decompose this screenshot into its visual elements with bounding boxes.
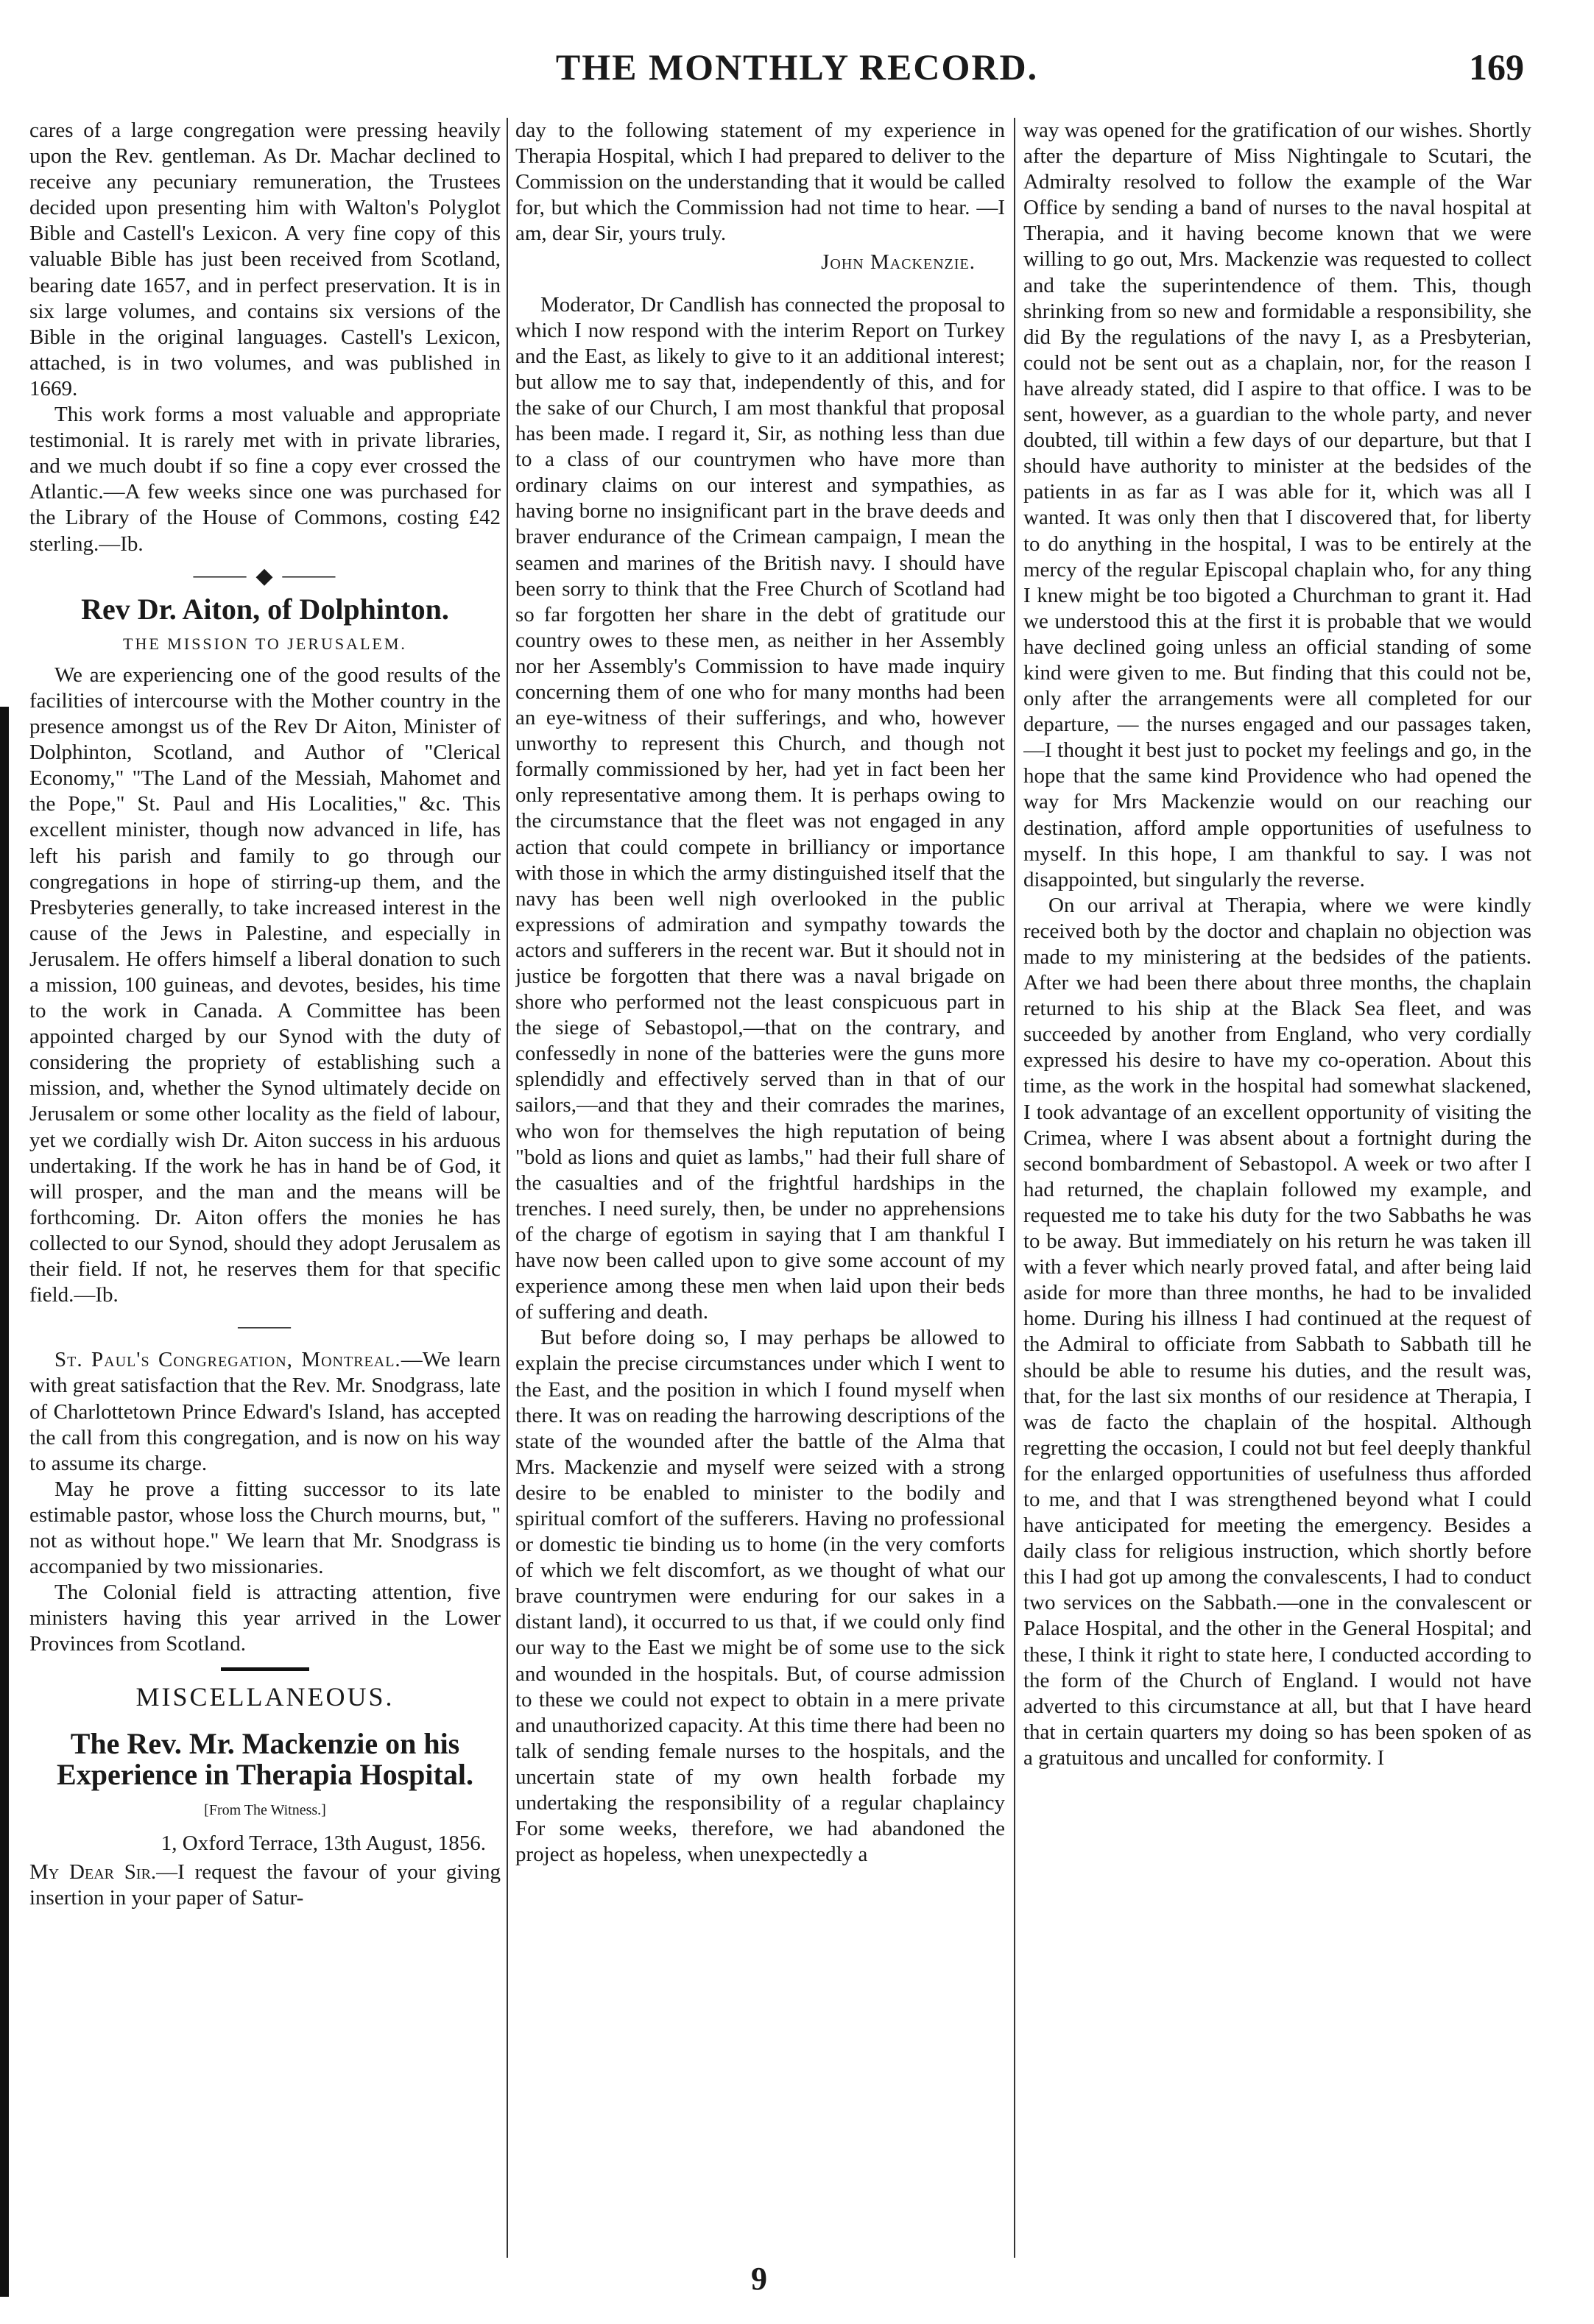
paragraph: But before doing so, I may perhaps be allowed to explain the precise circumstances under which I went to the East, and the position in which I found myself when there. It was on reading the harrowing descriptions of the state of the wounded after the battle of the Alma that Mrs. Mackenzie and myself were seized with a strong desire to be enabled to minister to the bodily and spiritual comfort of the sufferers. Having no professional or domestic tie binding us to home (in the very comforts of which we felt discomfort, as we thought of what our brave countrymen were enduring for our sakes in a distant land), it occurred to us that, if we could only find our way to the East we might be of some use to the sick and wounded in the hospitals. But, of course admission to these we could not expect to obtain in a mere private and unauthorized capacity. At this time there had been no talk of sending female nurses to the hospitals, and the uncertain state of my own health forbade my undertaking the responsibility of a regular chaplaincy For some weeks, therefore, we had abandoned the project as hopeless, when unexpectedly a [515, 1326, 1005, 1867]
binding-shadow [0, 707, 9, 2297]
paragraph [29, 1347, 501, 1476]
paragraph-text: —I request the favour of your giving insertion in your paper of Satur- [29, 1859, 501, 1910]
column-2 [515, 118, 1005, 2272]
paragraph: The Colonial field is attracting attention, five ministers having this year arrived in the Lower Provinces from Scotland. [29, 1580, 501, 1656]
paragraph: day to the following statement of my experience in Therapia Hospital, which I had prepared to deliver to the Commission on the understanding that it would be called for, but which the Commission had not time to hear. —I am, dear Sir, yours truly. [515, 119, 1005, 246]
ornament-divider: ⸻ ◆ ⸻ [192, 563, 338, 588]
signature-mark: 9 [751, 2261, 767, 2297]
salutation: My Dear Sir. [29, 1859, 157, 1884]
signature [515, 250, 1005, 275]
column-3 [1023, 118, 1531, 2272]
inline-heading: St. Paul's Congregation, Montreal. [54, 1348, 401, 1372]
dateline: 1, Oxford Terrace, 13th August, 1856. [161, 1831, 486, 1855]
paragraph: cares of a large congregation were pressing heavily upon the Rev. gentleman. As Dr. Machar declined to receive any pecuniary remuneration, the Trustees decided upon presenting him with Walton's Polyglot Bible and Castell's Lexicon. A very fine copy of this valuable Bible has just been received from Scotland, bearing date 1657, and in perfect preservation. It is in six large volumes, and contains six versions of the Bible in the original languages. Castell's Lexicon, attached, is in two volumes, and was published in 1669. [29, 119, 501, 400]
paragraph [29, 1859, 501, 1911]
running-title: THE MONTHLY RECORD. [555, 46, 1039, 88]
paragraph: This work forms a most valuable and appropriate testimonial. It is rarely met with in private libraries, and we much doubt if so fine a copy ever crossed the Atlantic.—A few weeks since one was purchased for the Library of the House of Commons, costing £42 sterling.—Ib. [29, 403, 501, 556]
signature-name: John Mackenzie. [821, 250, 976, 275]
page-number: 169 [1469, 46, 1524, 88]
paragraph: On our arrival at Therapia, where we were kindly received both by the doctor and chaplain no objection was made to my ministering at the bedsides of the patients. After we had been there about three months, the chaplain returned to his ship at the Black Sea fleet, and was succeeded by another from England, who very cordially expressed his desire to have my co-operation. About this time, as the work in the hospital had somewhat slackened, I took advantage of an excellent opportunity of visiting the Crimea, where I was absent about a fortnight during the second bombardment of Sebastopol. A week or two after I had returned, the chaplain followed my example, and requested me to take his duty for the two Sabbaths he was to be away. But immediately on his return he was taken ill with a fever which nearly proved fatal, and after being laid aside for more than three months, he had to be invalided home. During his illness I had continued at the request of the Admiral to officiate from Sabbath to Sabbath till he should be able to resume his duties, and the result was, that, for the last six months of our residence at Therapia, I was de facto the chaplain of the hospital. Although regretting the occasion, I could not but feel deeply thankful for the enlarged opportunities of usefulness thus afforded to me, and that I was strengthened beyond what I could have anticipated for meeting the emergency. Besides a daily class for religious instruction, which shortly before this I had got up among the convalescents, I had to conduct two services on the Sabbath.—one in the convalescent or Palace Hospital, and the other in the General Hospital; and these, I think it right to state here, I conducted according to the form of the Church of England. I would not have adverted to this circumstance at all, but that I have heard that in certain quarters my doing so has been spoken of as a gratuitous and uncalled for conformity. I [1023, 893, 1531, 1770]
article-heading: Rev Dr. Aiton, of Dolphinton. [81, 592, 449, 626]
ornament-divider: ⸻ [236, 1315, 294, 1340]
column-rule-1 [507, 118, 508, 2258]
column-1 [29, 118, 501, 2272]
section-title: MISCELLANEOUS. [135, 1682, 395, 1712]
paragraph: We are experiencing one of the good results of the facilities of intercourse with the Mother country in the presence amongst us of the Rev Dr Aiton, Minister of Dolphinton, Scotland, and Author of "Clerical Economy," "The Land of the Messiah, Mahomet and the Pope," St. Paul and His Localities," &c. This excellent minister, though now advanced in life, has left his parish and family to go through our congregations in hope of stirring-up them, and the Presbyteries generally, to take increased interest in the cause of the Jews in Palestine, and especially in Jerusalem. He offers himself a liberal donation to such a mission, 100 guineas, and devotes, besides, his time to the work in Canada. A Committee has been appointed charged by our Synod with the duty of considering the propriety of establishing such a mission, and, whether the Synod ultimately decide on Jerusalem or some other locality as the field of labour, yet we cordially wish Dr. Aiton success in his arduous undertaking. If the work he has in hand be of God, it will prosper, and the man and the means will be forthcoming. Dr. Aiton offers the monies he has collected to our Synod, should they adopt Jerusalem as their field. If not, he reserves them for that specific field.—Ib. [29, 663, 501, 1307]
source-note: [From The Witness.] [204, 1801, 326, 1818]
paragraph-text: —We learn with great satisfaction that the Rev. Mr. Snodgrass, late of Charlottetown Prince Edward's Island, has accepted the call from this congregation, and is now on his way to assume its charge. [29, 1348, 501, 1475]
section-rule [221, 1667, 309, 1671]
page-header [0, 46, 1594, 105]
paragraph: way was opened for the gratification of our wishes. Shortly after the departure of Miss Nightingale to Scutari, the Admiralty resolved to follow the example of the War Office by sending a band of nurses to the naval hospital at Therapia, and it having become known that we were willing to go out, Mrs. Mackenzie was requested to collect and take the superintendence of them. This, though shrinking from so new and formidable a responsibility, she did By the regulations of the navy I, as a Presbyterian, could not be sent out as a chaplain, nor, for the reason I have already stated, did I aspire to that office. I was to be sent, however, as a guardian to the whole party, and never doubted, till within a few days of our departure, but that I should have authority to minister at the bedsides of the patients in as far as I was able for it, which was all I wanted. It was only then that I discovered that, for liberty to do anything in the hospital, I was to be entirely at the mercy of the regular Episcopal chaplain who, for any thing I knew might be too bigoted a Churchman to grant it. Had we understood this at the first it is probable that we would have declined going unless an official standing of some kind were given to me. But finding that this could not be, only after the arrangements were all completed for our departure, — the nurses engaged and our passages taken,—I thought it best just to pocket my feelings and go, in the hope that the same kind Providence who had opened the way for Mrs Mackenzie would on our reaching our destination, afford ample opportunities of usefulness to myself. In this hope, I am thankful to say. I was not disappointed, but singularly the reverse. [1023, 119, 1531, 891]
column-rule-2 [1014, 118, 1015, 2258]
paragraph: May he prove a fitting successor to its late estimable pastor, whose loss the Church mourns, but, " not as without hope." We learn that Mr. Snodgrass is accompanied by two missionaries. [29, 1477, 501, 1579]
paragraph: Moderator, Dr Candlish has connected the proposal to which I now respond with the interim Report on Turkey and the East, as likely to give to it an additional interest; but allow me to say that, independently of this, and for the sake of our Church, I am most thankful that proposal has been made. I regard it, Sir, as nothing less than due to a class of our countrymen who have more than ordinary claims on our interest and sympathies, as having borne no insignificant part in the brave deeds and braver endurance of the Crimean campaign, I mean the seamen and marines of the British navy. I should have been sorry to think that the Free Church of Scotland had so far forgotten her share in the debt of gratitude our country owes to these men, as neither in her Assembly nor her Assembly's Commission to have made inquiry concerning them of one who for many months had been an eye-witness of their sufferings, and who, however unworthy to represent this Church, and though not formally commissioned by her, had yet in fact been her only representative among them. It is perhaps owing to the circumstance that the fleet was not engaged in any action that could compete in brilliancy or importance with those in which the army distinguished itself that the navy has been well nigh overlooked in the public expressions of admiration and sympathy towards the actors and sufferers in the recent war. But it should not in justice be forgotten that there was a naval brigade on shore who performed not the least conspicuous part in the siege of Sebastopol,—that on the contrary, and confessedly in none of the batteries were the guns more splendidly and effectively served than in that of our sailors,—and that they and their comrades the marines, who won for themselves the high reputation of being "bold as lions and quiet as lambs," had their full share of the casualties and of the frightful hardships in the trenches. I need surely, then, be under no apprehensions of the charge of egotism in saying that I am thankful I have now been called upon to give some account of my experience among these men when laid upon their beds of suffering and death. [515, 292, 1005, 1324]
article-title: The Rev. Mr. Mackenzie on his Experience in Therapia Hospital. [57, 1726, 473, 1791]
article-subheading: THE MISSION TO JERUSALEM. [123, 634, 407, 653]
